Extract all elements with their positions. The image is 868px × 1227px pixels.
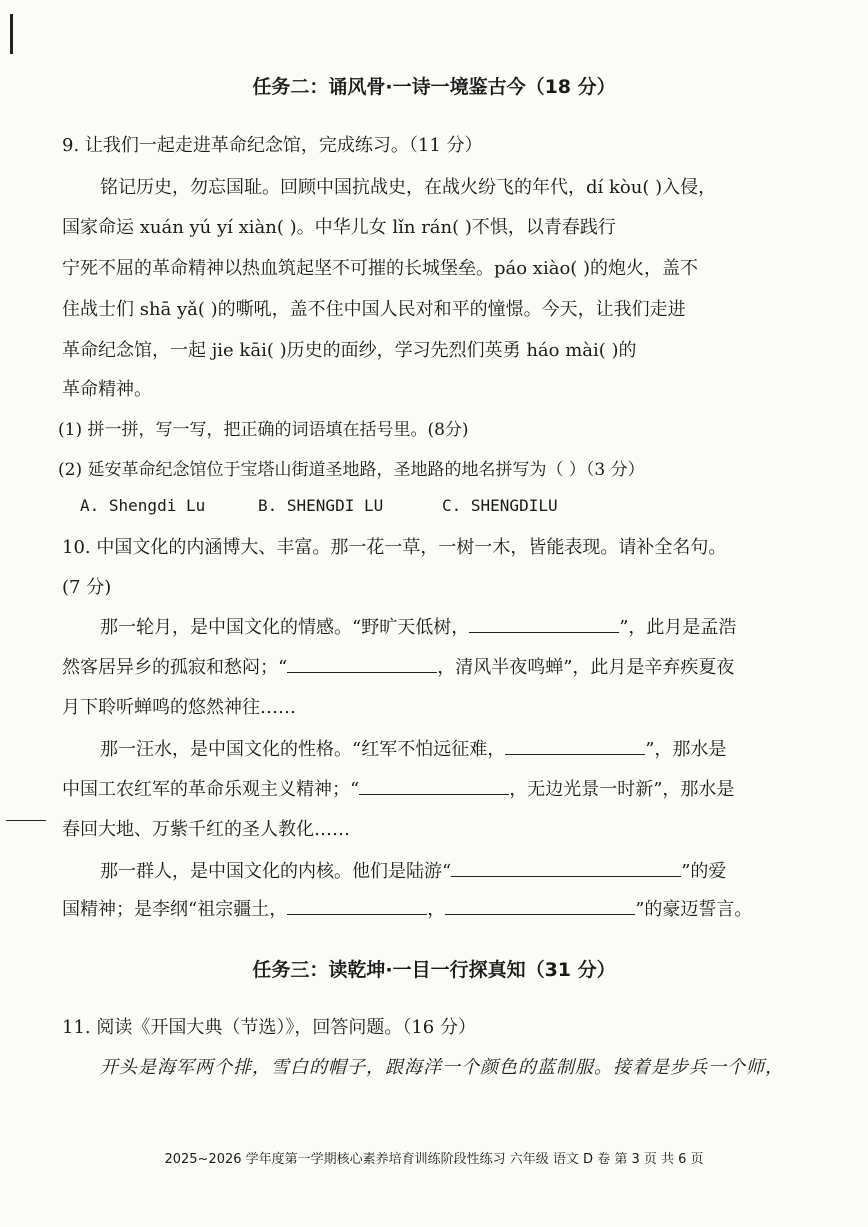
q10-text: ，清风半夜鸣蝉”，此月是辛弃疾夏夜 bbox=[437, 657, 735, 678]
answer-blank[interactable] bbox=[451, 860, 681, 877]
answer-blank[interactable] bbox=[287, 656, 437, 673]
task3-heading: 任务三：读乾坤·一目一行探真知（31 分） bbox=[252, 959, 616, 981]
q10-text: ”的爱 bbox=[681, 861, 727, 882]
q11-title: 11. 阅读《开国大典（节选）》，回答问题。（16 分） bbox=[62, 1017, 476, 1038]
q10-line bbox=[100, 616, 820, 640]
option-a[interactable]: A. Shengdi Lu bbox=[80, 496, 206, 515]
q10-text: ， bbox=[427, 899, 446, 920]
q10-line: 春回大地、万紫千红的圣人教化…… bbox=[62, 819, 350, 840]
q10-title: 10. 中国文化的内涵博大、丰富。那一花一草，一树一木，皆能表现。请补全名句。 bbox=[62, 537, 727, 558]
q10-line bbox=[100, 738, 820, 762]
q9-sub2: (2) 延安革命纪念馆位于宝塔山街道圣地路，圣地路的地名拼写为（ ）（3 分） bbox=[58, 460, 645, 480]
task2-heading: 任务二：诵风骨·一诗一境鉴古今（18 分） bbox=[252, 76, 616, 98]
q10-text: 那一轮月，是中国文化的情感。“野旷天低树， bbox=[100, 617, 470, 638]
scan-mark bbox=[10, 14, 13, 54]
option-b[interactable]: B. SHENGDI LU bbox=[258, 496, 384, 515]
q9-paragraph-line: 铭记历史，勿忘国耻。回顾中国抗战史，在战火纷飞的年代，dí kòu( )入侵， bbox=[100, 177, 717, 198]
answer-blank[interactable] bbox=[505, 738, 645, 755]
scan-mark bbox=[6, 820, 46, 821]
q10-text: 然客居异乡的孤寂和愁闷；“ bbox=[62, 657, 288, 678]
q11-paragraph-line: 开头是海军两个排，雪白的帽子，跟海洋一个颜色的蓝制服。接着是步兵一个师， bbox=[100, 1057, 784, 1078]
option-c[interactable]: C. SHENGDILU bbox=[442, 496, 558, 515]
answer-blank[interactable] bbox=[359, 778, 509, 795]
q10-line bbox=[62, 778, 782, 802]
answer-blank[interactable] bbox=[445, 898, 635, 915]
page-footer: 2025~2026 学年度第一学期核心素养培育训练阶段性练习 六年级 语文 D 卷 第 3 页 共 6 页 bbox=[164, 1152, 704, 1167]
q9-sub1: (1) 拼一拼，写一写，把正确的词语填在括号里。(8分) bbox=[58, 420, 469, 440]
q10-line bbox=[62, 656, 782, 680]
q10-text: ”，此月是孟浩 bbox=[619, 617, 737, 638]
q10-text: 那一汪水，是中国文化的性格。“红军不怕远征难， bbox=[100, 739, 506, 760]
q9-paragraph-line: 国家命运 xuán yú yí xiàn( )。中华儿女 lǐn rán( )不惧，以青春践行 bbox=[62, 217, 616, 238]
q10-line bbox=[62, 898, 782, 922]
q10-points: (7 分) bbox=[62, 577, 112, 598]
answer-blank[interactable] bbox=[469, 616, 619, 633]
q10-line bbox=[100, 860, 820, 884]
q10-text: 中国工农红军的革命乐观主义精神；“ bbox=[62, 779, 360, 800]
q10-text: 那一群人，是中国文化的内核。他们是陆游“ bbox=[100, 861, 452, 882]
q9-paragraph-line: 住战士们 shā yǎ( )的嘶吼，盖不住中国人民对和平的憧憬。今天，让我们走进 bbox=[62, 299, 686, 320]
q9-paragraph-line: 革命纪念馆，一起 jie kāi( )历史的面纱，学习先烈们英勇 háo mài( )的 bbox=[62, 340, 637, 361]
q10-text: ”的豪迈誓言。 bbox=[635, 899, 753, 920]
q10-text: ，无边光景一时新”，那水是 bbox=[509, 779, 735, 800]
q9-paragraph-line: 宁死不屈的革命精神以热血筑起坚不可摧的长城堡垒。páo xiào( )的炮火，盖不 bbox=[62, 258, 699, 279]
q10-text: 国精神；是李纲“祖宗疆土， bbox=[62, 899, 288, 920]
q9-title: 9. 让我们一起走进革命纪念馆，完成练习。（11 分） bbox=[62, 135, 483, 156]
answer-blank[interactable] bbox=[287, 898, 427, 915]
q10-text: ”，那水是 bbox=[645, 739, 727, 760]
q9-paragraph-line: 革命精神。 bbox=[62, 379, 152, 400]
q10-line: 月下聆听蝉鸣的悠然神往…… bbox=[62, 697, 296, 718]
